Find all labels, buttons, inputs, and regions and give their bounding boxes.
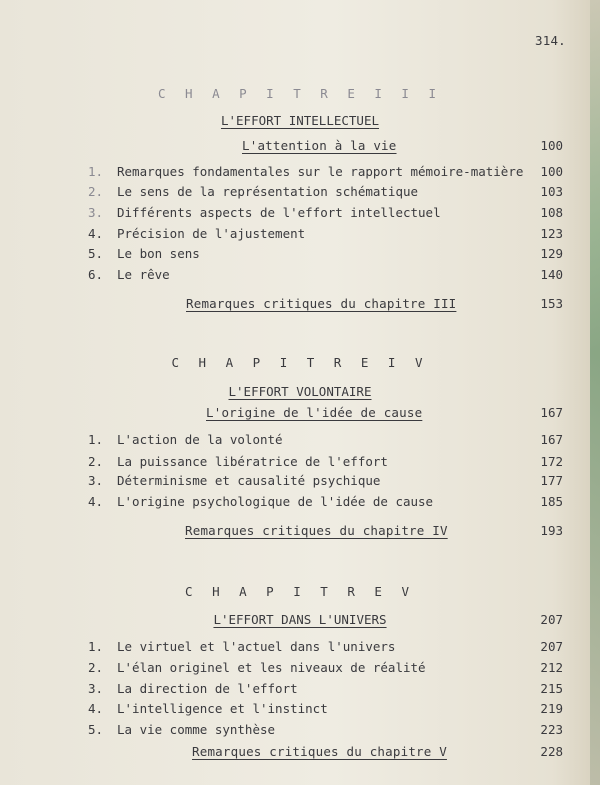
item-number: 2. bbox=[88, 454, 104, 469]
chapter-3-remarks: Remarques critiques du chapitre III bbox=[186, 296, 457, 311]
item-label: Précision de l'ajustement bbox=[117, 226, 306, 241]
chapter-4-remarks-page: 193 bbox=[540, 523, 563, 538]
item-label: Le bon sens bbox=[117, 246, 200, 261]
item-label: L'origine psychologique de l'idée de cause bbox=[117, 494, 434, 509]
item-page: 123 bbox=[540, 226, 563, 241]
item-number: 1. bbox=[88, 639, 104, 654]
item-page: 100 bbox=[540, 164, 563, 179]
item-page: 185 bbox=[540, 494, 563, 509]
chapter-5-title-page: 207 bbox=[540, 612, 563, 627]
item-label: L'élan originel et les niveaux de réalité bbox=[117, 660, 426, 675]
item-label: Déterminisme et causalité psychique bbox=[117, 473, 381, 488]
item-label: Différents aspects de l'effort intellectuel bbox=[117, 205, 441, 220]
item-page: 223 bbox=[540, 722, 563, 737]
item-number: 3. bbox=[88, 205, 104, 220]
item-number: 2. bbox=[88, 660, 104, 675]
item-number: 1. bbox=[88, 432, 104, 447]
item-number: 4. bbox=[88, 701, 104, 716]
item-number: 3. bbox=[88, 681, 104, 696]
chapter-3-remarks-page: 153 bbox=[540, 296, 563, 311]
item-page: 140 bbox=[540, 267, 563, 282]
item-label: La puissance libératrice de l'effort bbox=[117, 454, 388, 469]
item-number: 5. bbox=[88, 246, 104, 261]
item-page: 108 bbox=[540, 205, 563, 220]
chapter-4-title: L'EFFORT VOLONTAIRE bbox=[228, 384, 372, 399]
item-label: Le rêve bbox=[117, 267, 170, 282]
item-page: 212 bbox=[540, 660, 563, 675]
item-page: 129 bbox=[540, 246, 563, 261]
item-page: 219 bbox=[540, 701, 563, 716]
item-label: Le sens de la représentation schématique bbox=[117, 184, 419, 199]
chapter-5-remarks-page: 228 bbox=[540, 744, 563, 759]
item-label: La vie comme synthèse bbox=[117, 722, 276, 737]
chapter-3-title: L'EFFORT INTELLECTUEL bbox=[220, 113, 380, 128]
item-page: 207 bbox=[540, 639, 563, 654]
chapter-3-heading: C H A P I T R E I I I bbox=[157, 86, 443, 101]
chapter-4-subtitle-page: 167 bbox=[540, 405, 563, 420]
item-label: L'intelligence et l'instinct bbox=[117, 701, 328, 716]
item-number: 6. bbox=[88, 267, 104, 282]
chapter-5-heading: C H A P I T R E V bbox=[185, 584, 415, 599]
item-label: L'action de la volonté bbox=[117, 432, 283, 447]
chapter-4-subtitle: L'origine de l'idée de cause bbox=[206, 405, 423, 420]
item-label: Remarques fondamentales sur le rapport mémoire-matière bbox=[117, 164, 524, 179]
item-number: 4. bbox=[88, 226, 104, 241]
item-page: 172 bbox=[540, 454, 563, 469]
item-label: La direction de l'effort bbox=[117, 681, 298, 696]
item-page: 167 bbox=[540, 432, 563, 447]
item-number: 1. bbox=[88, 164, 104, 179]
item-number: 4. bbox=[88, 494, 104, 509]
chapter-4-remarks: Remarques critiques du chapitre IV bbox=[185, 523, 448, 538]
chapter-3-subtitle-page: 100 bbox=[540, 138, 563, 153]
item-label: Le virtuel et l'actuel dans l'univers bbox=[117, 639, 396, 654]
item-number: 3. bbox=[88, 473, 104, 488]
chapter-4-heading: C H A P I T R E I V bbox=[171, 355, 429, 370]
chapter-5-title: L'EFFORT DANS L'UNIVERS bbox=[213, 612, 387, 627]
chapter-3-subtitle: L'attention à la vie bbox=[242, 138, 397, 153]
item-number: 5. bbox=[88, 722, 104, 737]
chapter-5-remarks: Remarques critiques du chapitre V bbox=[192, 744, 447, 759]
item-page: 103 bbox=[540, 184, 563, 199]
page-number: 314. bbox=[535, 33, 566, 48]
item-page: 215 bbox=[540, 681, 563, 696]
item-page: 177 bbox=[540, 473, 563, 488]
item-number: 2. bbox=[88, 184, 104, 199]
